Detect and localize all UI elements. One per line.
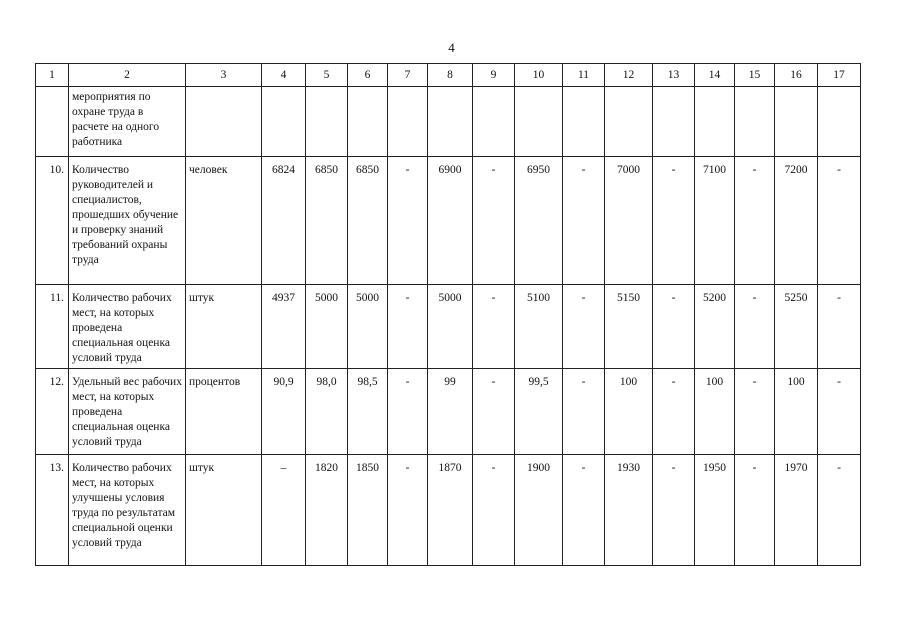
- row-value: -: [563, 157, 605, 285]
- table-cell: [818, 87, 861, 157]
- row-value: 1870: [428, 455, 473, 566]
- row-value: 1900: [515, 455, 563, 566]
- column-header: 17: [818, 64, 861, 87]
- row-value: -: [563, 455, 605, 566]
- row-value: 98,5: [348, 369, 388, 455]
- row-value: -: [735, 157, 775, 285]
- row-value: 5000: [348, 285, 388, 369]
- column-header: 2: [69, 64, 186, 87]
- page-number: 4: [448, 40, 455, 55]
- row-unit: человек: [186, 157, 262, 285]
- table-cell: [473, 87, 515, 157]
- row-value: 100: [605, 369, 653, 455]
- row-value: 98,0: [306, 369, 348, 455]
- row-value: 1850: [348, 455, 388, 566]
- row-value: 100: [695, 369, 735, 455]
- table-cell: [262, 87, 306, 157]
- column-header: 1: [36, 64, 69, 87]
- table-cell: [348, 87, 388, 157]
- table-cell: [428, 87, 473, 157]
- row-value: 7100: [695, 157, 735, 285]
- row-name: Количество рабочих мест, на которых улучшены условия труда по результатам специальной оценки условий труда: [69, 455, 186, 566]
- row-unit: штук: [186, 455, 262, 566]
- row-value: 6850: [306, 157, 348, 285]
- column-header: 8: [428, 64, 473, 87]
- row-value: -: [653, 455, 695, 566]
- column-header: 12: [605, 64, 653, 87]
- row-value: -: [653, 285, 695, 369]
- row-value: -: [818, 285, 861, 369]
- row-name: Количество руководителей и специалистов, прошедших обучение и проверку знаний требований охраны труда: [69, 157, 186, 285]
- row-value: -: [653, 369, 695, 455]
- table-cell: [36, 87, 69, 157]
- row-value: 1930: [605, 455, 653, 566]
- row-number: 13.: [36, 455, 69, 566]
- table-cell: [388, 87, 428, 157]
- row-number: 11.: [36, 285, 69, 369]
- row-value: 100: [775, 369, 818, 455]
- row-number: 10.: [36, 157, 69, 285]
- table-row: [36, 285, 861, 369]
- table-cell: [653, 87, 695, 157]
- row-value: -: [735, 285, 775, 369]
- row-value: -: [473, 285, 515, 369]
- row-value: -: [388, 285, 428, 369]
- row-value: -: [388, 455, 428, 566]
- row-value: 5250: [775, 285, 818, 369]
- row-value: -: [473, 369, 515, 455]
- row-value: -: [653, 157, 695, 285]
- row-value: -: [735, 369, 775, 455]
- row-value: -: [563, 285, 605, 369]
- column-header: 7: [388, 64, 428, 87]
- table-cell: [186, 87, 262, 157]
- column-header: 6: [348, 64, 388, 87]
- table-cell: [695, 87, 735, 157]
- row-value: 5100: [515, 285, 563, 369]
- column-header: 11: [563, 64, 605, 87]
- column-header: 10: [515, 64, 563, 87]
- table-row-continuation: [36, 87, 861, 157]
- row-value: 6900: [428, 157, 473, 285]
- row-value: 1970: [775, 455, 818, 566]
- table-cell: [306, 87, 348, 157]
- header-row: [36, 64, 861, 87]
- row-value: 6950: [515, 157, 563, 285]
- column-header: 13: [653, 64, 695, 87]
- row-value: -: [735, 455, 775, 566]
- row-unit: процентов: [186, 369, 262, 455]
- row-value: -: [563, 369, 605, 455]
- data-table: [35, 63, 861, 566]
- table-cell: [735, 87, 775, 157]
- row-value: -: [388, 369, 428, 455]
- table-cell: [515, 87, 563, 157]
- column-header: 3: [186, 64, 262, 87]
- row-value: -: [473, 157, 515, 285]
- table-cell: [563, 87, 605, 157]
- row-unit: штук: [186, 285, 262, 369]
- table-cell: [605, 87, 653, 157]
- table-row: [36, 369, 861, 455]
- table-row: [36, 455, 861, 566]
- column-header: 9: [473, 64, 515, 87]
- column-header: 16: [775, 64, 818, 87]
- row-value: -: [818, 455, 861, 566]
- row-value: 6850: [348, 157, 388, 285]
- row-value: -: [388, 157, 428, 285]
- row-value: 90,9: [262, 369, 306, 455]
- row-value: 4937: [262, 285, 306, 369]
- row-value: 7200: [775, 157, 818, 285]
- row-value: -: [473, 455, 515, 566]
- row-value: 5000: [306, 285, 348, 369]
- row-number: 12.: [36, 369, 69, 455]
- row-value: 1820: [306, 455, 348, 566]
- table-cell: [775, 87, 818, 157]
- row-value: 1950: [695, 455, 735, 566]
- column-header: 4: [262, 64, 306, 87]
- row-value: 5150: [605, 285, 653, 369]
- row-value: 7000: [605, 157, 653, 285]
- row-value: –: [262, 455, 306, 566]
- row-value: 5200: [695, 285, 735, 369]
- column-header: 5: [306, 64, 348, 87]
- column-header: 15: [735, 64, 775, 87]
- row-value: 99: [428, 369, 473, 455]
- row-value: -: [818, 157, 861, 285]
- table-row: [36, 157, 861, 285]
- column-header: 14: [695, 64, 735, 87]
- row-name: Количество рабочих мест, на которых проведена специальная оценка условий труда: [69, 285, 186, 369]
- row-value: 6824: [262, 157, 306, 285]
- row-value: -: [818, 369, 861, 455]
- row-value: 99,5: [515, 369, 563, 455]
- table-cell-name: мероприятия по охране труда в расчете на одного работника: [69, 87, 186, 157]
- row-value: 5000: [428, 285, 473, 369]
- row-name: Удельный вес рабочих мест, на которых проведена специальная оценка условий труда: [69, 369, 186, 455]
